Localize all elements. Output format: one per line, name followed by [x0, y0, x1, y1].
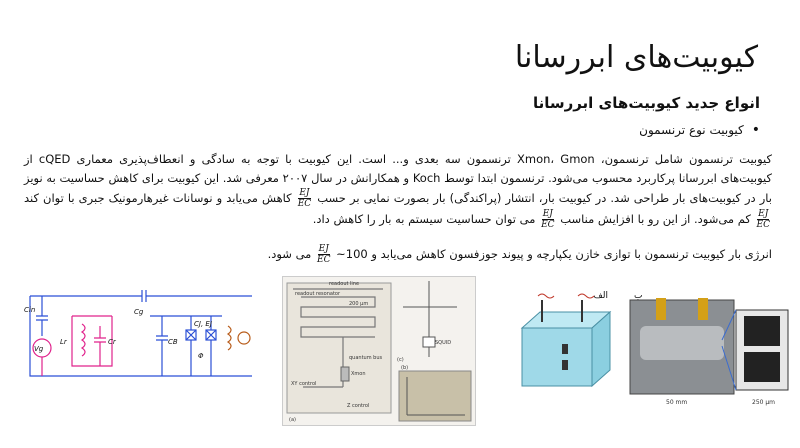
label-xmon: Xmon: [351, 371, 366, 377]
slide-subtitle: انواع جدید کیوبیت‌های ابررسانا: [532, 94, 760, 112]
label-lr: Lr: [60, 338, 67, 346]
paragraph-1: [24, 150, 772, 230]
para1-part-c: کم می‌شود. از این رو با افزایش مناسب: [560, 212, 751, 226]
label-50mm: 50 mm: [666, 399, 688, 406]
ej-ec-fraction: $\frac{EJ}{EC}$: [541, 209, 555, 230]
bullet-text: کیوبیت نوع ترنسمون: [639, 123, 744, 137]
label-alef: الف: [593, 291, 608, 301]
label-readout-line: readout line: [329, 281, 360, 287]
label-cj-ej: CJ, EJ: [194, 320, 212, 328]
para2-part-b: می شود.: [267, 247, 312, 261]
label-cin: Cin: [24, 306, 36, 314]
ej-ec-fraction: $\frac{EJ}{EC}$: [317, 244, 331, 265]
bullet-item: [639, 122, 760, 138]
slide-title: کیوبیت‌های ابررسانا: [514, 40, 758, 75]
para1-part-d: می توان حساسیت سیستم به بار را کاهش داد.: [312, 212, 536, 226]
bullet-icon: •: [751, 122, 760, 138]
label-b: (b): [401, 365, 409, 371]
3d-transmon-photo-figure: [626, 290, 792, 408]
ej-ec-fraction: $\frac{EJ}{EC}$: [756, 209, 770, 230]
label-cb: CB: [168, 338, 178, 346]
ej-ec-fraction: $\frac{EJ}{EC}$: [297, 188, 312, 209]
xmon-chip-figure: [282, 276, 476, 426]
label-a: (a): [289, 417, 296, 423]
para1-part-b: کاهش می‌یابد و نوسانات غیرهارمونیک جبری با توان کند: [24, 191, 292, 205]
label-xy-control: XY control: [291, 381, 317, 387]
label-c: (c): [397, 357, 404, 363]
transmon-circuit-diagram: [22, 286, 260, 386]
label-cr: Cr: [108, 338, 116, 346]
label-be: ب: [634, 291, 643, 301]
label-phi: Φ: [198, 352, 204, 360]
para2-part-a: انرژی بار کیوبیت ترنسمون با توازی خازن یکپارچه و پیوند جوزفسون کاهش می‌یابد و 100~: [336, 247, 772, 261]
label-cg: Cg: [134, 308, 144, 316]
paragraph-2: [24, 244, 772, 265]
label-vg: Vg: [34, 345, 44, 353]
label-250um: 250 μm: [752, 399, 776, 406]
label-quantum-bus: quantum bus: [349, 355, 383, 361]
para1-part-a: کیوبیت ترنسمون شامل ترنسمون، Xmon، Gmon ترنسمون سه بعدی و... است. این کیوبیت با توجه به سادگی و انعطاف‌پذیری معماری cQED از کیوبیت‌های ابررسانا پرکاربرد محسوب می‌شود. ترنسمون ابتدا توسط Koch و همکارانش در سال ۲۰۰۷ معرفی شد. این کیوبیت برای کاهش حساسیت به نویز بار در کیوبیت‌های بار طراحی شد. در کیوبیت بار، انتشار (پراکندگی) بار بصورت نمایی بر حسب: [24, 152, 773, 205]
label-200um: 200 μm: [349, 301, 369, 307]
3d-transmon-box-figure: [512, 288, 620, 388]
label-readout-resonator: readout resonator: [295, 291, 341, 297]
label-z-control: Z control: [347, 403, 370, 409]
label-squid: SQUID: [435, 340, 452, 346]
